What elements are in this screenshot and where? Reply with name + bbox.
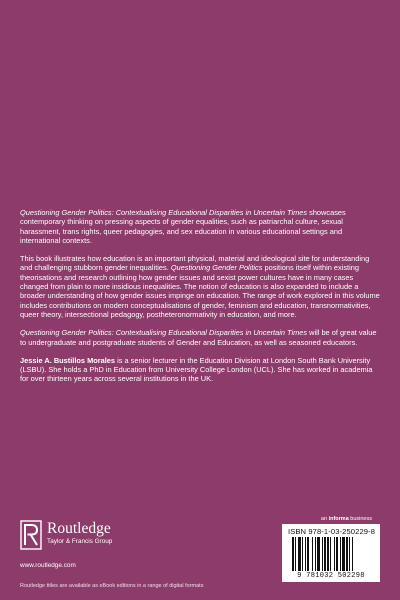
blurb-paragraph-3 (20, 328, 380, 347)
barcode-bar (307, 537, 309, 571)
book-title-italic: Questioning Gender Politics: Contextualising Educational Disparities in Uncertain Times (20, 208, 308, 217)
barcode-bar (317, 537, 320, 571)
publisher-name: Routledge (47, 520, 111, 537)
blurb-paragraph-1 (20, 208, 380, 245)
barcode-bar (330, 537, 331, 571)
isbn-barcode-block (282, 524, 380, 582)
routledge-logo (20, 520, 180, 560)
publisher-group: Taylor & Francis Group (47, 538, 113, 545)
barcode-bar (352, 537, 353, 571)
author-bio (20, 356, 380, 384)
barcode-bar (346, 537, 348, 571)
ebook-note: Routledge titles are available as eBook editions in a range of digital formats (20, 583, 204, 589)
blurb-paragraph-2 (20, 254, 380, 319)
blurb-text: This book illustrates how education is an important physical, material and ideological site for understanding and challenging stubborn gender inequalities. (20, 254, 370, 273)
barcode-bar (349, 537, 350, 571)
informa-brand: informa (328, 516, 349, 522)
informa-business-label (277, 516, 372, 522)
barcode-bar (324, 537, 326, 571)
barcode-bar (292, 537, 294, 571)
book-title-italic: Questioning Gender Politics: Contextualising Educational Disparities in Uncertain Times (20, 328, 308, 338)
isbn-label: ISBN 978-1-03-250229-8 (288, 527, 376, 536)
routledge-r-icon (20, 520, 42, 550)
author-name: Jessie A. Bustillos Morales (20, 355, 116, 365)
barcode-bar (340, 537, 341, 571)
barcode-bar (312, 537, 313, 571)
barcode-graphic (292, 537, 372, 571)
barcode-bar (305, 537, 306, 571)
publisher-website: www.routledge.com (20, 562, 76, 569)
barcode-digits: 9 781032 502298 (297, 572, 365, 580)
barcode-bar (302, 537, 303, 571)
author-bio-text: is a senior lecturer in the Education Division at London South Bank University (LSBU). She holds a PhD in Education from University College London (UCL). She has worked in academia for over thirteen years across several institutions in the UK. (20, 355, 373, 384)
informa-prefix: an (320, 516, 329, 522)
barcode-bar (298, 537, 301, 571)
book-title-italic: Questioning Gender Politics (170, 263, 263, 273)
blurb-text: showcases contemporary thinking on pressing aspects of gender equalities, such as patriarchal culture, sexual harassment, trans rights, queer pedagogies, and sex education in various educational settings and international contexts. (20, 208, 346, 245)
informa-suffix: business (348, 516, 372, 522)
barcode-bar (315, 537, 316, 571)
barcode-bar (322, 537, 323, 571)
barcode-bar (342, 537, 345, 571)
barcode-bar (327, 537, 329, 571)
blurb-text: will be of great value to undergraduate and postgraduate students of Gender and Education, as well as seasoned educators. (20, 328, 377, 347)
barcode-bar (334, 537, 335, 571)
blurb-text: positions itself within existing theorisations and research outlining how gender issues and sexist power cultures have in many cases changed from plain to more insidious inequalities. The notion of education is also expanded to include a broader understanding of how gender issues impinge on education. The range of work explored in this volume includes contributions on modern conceptualisations of gender, feminism and education, transnormativities, queer theory, intersectional pedagogy, postheteronormativity in education, and more. (20, 263, 380, 319)
back-cover-blurb (20, 208, 380, 393)
barcode-bar (336, 537, 338, 571)
barcode-bar (295, 537, 296, 571)
